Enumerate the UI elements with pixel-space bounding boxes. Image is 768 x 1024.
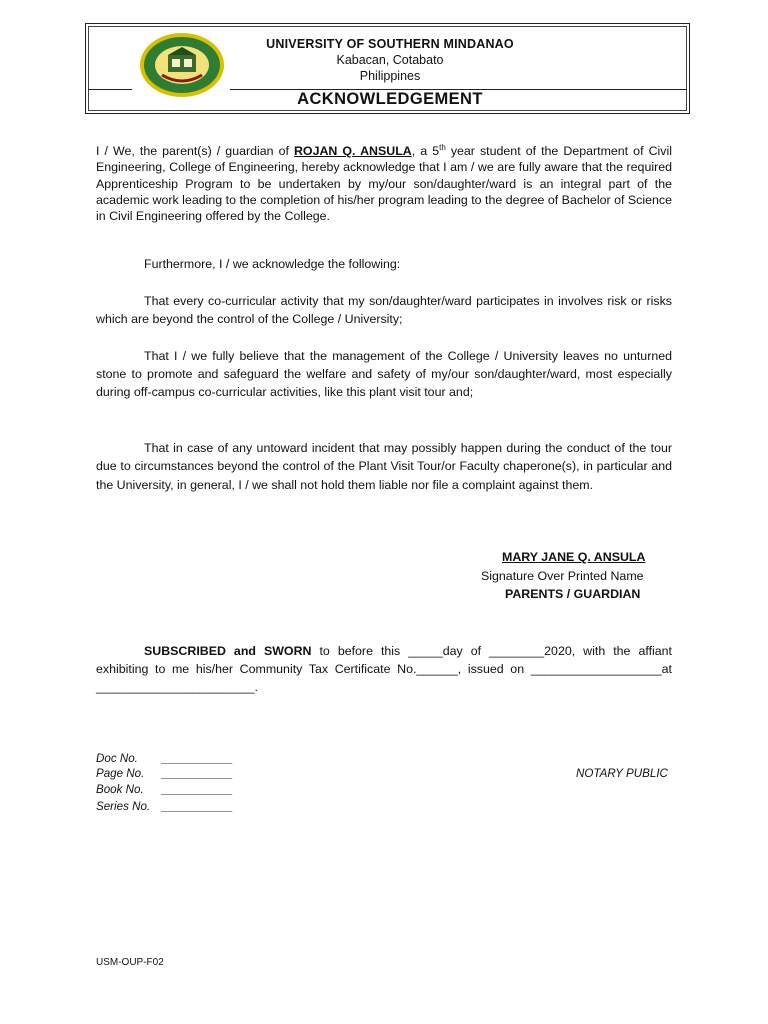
- subscribed-sworn-paragraph: SUBSCRIBED and SWORN to before this _____day of ________2020, with the affiant exhibiting to me his/her Community Tax Certificate No.______, issued on ___________________at _______________________.: [96, 644, 672, 695]
- paragraph-furthermore: Furthermore, I / we acknowledge the following:: [144, 257, 401, 271]
- signatory-role: PARENTS / GUARDIAN: [505, 587, 641, 601]
- university-location-line1: Kabacan, Cotabato: [336, 53, 444, 67]
- form-code: USM-OUP-F02: [96, 957, 164, 968]
- notary-public-label: NOTARY PUBLIC: [576, 767, 668, 780]
- paragraph-management: That I / we fully believe that the management of the College / University leaves no unturned stone to promote and safeguard the welfare and safety of my/our son/daughter/ward, most especially during off-campus co-curricular activities, like this plant visit tour and;: [96, 349, 672, 400]
- paragraph-intro: I / We, the parent(s) / guardian of ROJAN Q. ANSULA, a 5th year student of the Department of Civil Engineering, College of Engineering, hereby acknowledge that I am / we are fully aware that the required Apprenticeship Program to be undertaken by my/our son/daughter/ward is an integral part of the academic work leading to the completion of his/her program leading to the degree of Bachelor of Science in Civil Engineering offered by the College.: [96, 142, 672, 224]
- university-name: UNIVERSITY OF SOUTHERN MINDANAO: [266, 37, 514, 51]
- signatory-name: MARY JANE Q. ANSULA: [502, 550, 646, 564]
- paragraph-risk: That every co-curricular activity that my son/daughter/ward participates in involves risk or risks which are beyond the control of the College / University;: [96, 294, 672, 327]
- signature-label: Signature Over Printed Name: [481, 569, 644, 583]
- university-seal-logo: [138, 31, 226, 99]
- header-divider-left: [88, 89, 132, 90]
- doc-number-line: Doc No. ___________: [96, 752, 233, 765]
- page-number-line: Page No. ___________: [96, 767, 233, 780]
- book-number-line: Book No. ___________: [96, 783, 233, 796]
- paragraph-liability: That in case of any untoward incident that may possibly happen during the conduct of the tour due to circumstances beyond the control of the Plant Visit Tour/or Faculty chaperone(s), in particular and the University, in general, I / we shall not hold them liable nor file a complaint against them.: [96, 441, 672, 492]
- university-location-line2: Philippines: [359, 69, 421, 83]
- student-name: ROJAN Q. ANSULA: [293, 144, 412, 158]
- document-title: ACKNOWLEDGEMENT: [297, 90, 483, 108]
- series-number-line: Series No. ___________: [96, 800, 233, 813]
